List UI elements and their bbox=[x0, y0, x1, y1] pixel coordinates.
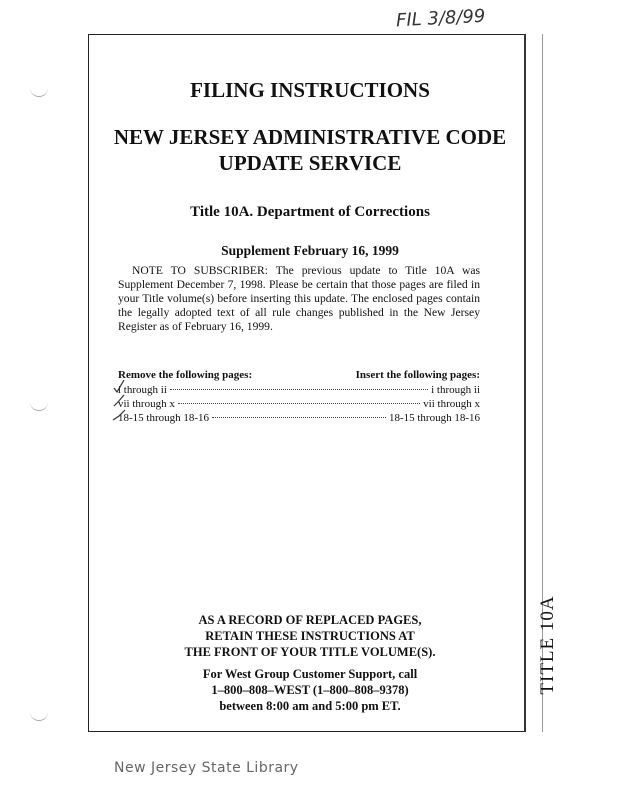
support-line-1: For West Group Customer Support, call bbox=[202, 667, 418, 681]
insert-pages-header: Insert the following pages: bbox=[355, 369, 480, 381]
check-marks bbox=[112, 376, 126, 424]
leader-dots bbox=[170, 389, 428, 390]
insert-pages: vii through x bbox=[423, 398, 480, 410]
service-title-line1: NEW JERSEY ADMINISTRATIVE CODE bbox=[113, 125, 507, 149]
support-info bbox=[100, 666, 520, 714]
remove-pages: vii through x bbox=[118, 398, 175, 410]
insert-pages: 18-15 through 18-16 bbox=[388, 412, 480, 424]
remove-pages: i through ii bbox=[118, 384, 167, 396]
table-row bbox=[118, 398, 480, 412]
leader-dots bbox=[178, 403, 420, 404]
leader-dots bbox=[212, 417, 386, 418]
record-line-2: RETAIN THESE INSTRUCTIONS AT bbox=[205, 629, 415, 643]
title-tab-label: TITLE 10A bbox=[537, 595, 558, 695]
support-phone: 1–800–808–WEST (1–800–808–9378) bbox=[211, 683, 409, 697]
title-department: Title 10A. Department of Corrections bbox=[190, 204, 430, 220]
remove-pages: 18-15 through 18-16 bbox=[118, 412, 210, 424]
record-instructions bbox=[100, 612, 520, 660]
title-tab bbox=[528, 580, 568, 710]
record-line-3: THE FRONT OF YOUR TITLE VOLUME(S). bbox=[184, 645, 436, 659]
table-row bbox=[118, 412, 480, 426]
service-title-line2: UPDATE SERVICE bbox=[218, 151, 402, 175]
subscriber-note: NOTE TO SUBSCRIBER: The previous update to Title 10A was Supplement December 7, 1998. Please be certain that those pages are filed in your Title volume(s) before inserting this update. The enclosed pages contain the legally adopted text of all rule changes published in the New Jersey Register as of February 16, 1999. bbox=[118, 264, 480, 333]
handwritten-filing-note: FIL 3/8/99 bbox=[395, 5, 486, 32]
punch-hole-mark bbox=[30, 708, 48, 721]
punch-hole-mark bbox=[30, 398, 48, 411]
punch-hole-mark bbox=[30, 84, 48, 97]
page-heading: FILING INSTRUCTIONS bbox=[190, 78, 430, 102]
insert-pages: i through ii bbox=[431, 384, 480, 396]
table-header bbox=[118, 369, 480, 381]
remove-pages-header: Remove the following pages: bbox=[118, 369, 253, 381]
table-row bbox=[118, 384, 480, 398]
record-line-1: AS A RECORD OF REPLACED PAGES, bbox=[198, 613, 422, 627]
tab-divider-line bbox=[524, 34, 526, 732]
support-hours: between 8:00 am and 5:00 pm ET. bbox=[219, 699, 401, 713]
library-watermark: New Jersey State Library bbox=[114, 760, 299, 776]
supplement-date: Supplement February 16, 1999 bbox=[221, 243, 399, 258]
